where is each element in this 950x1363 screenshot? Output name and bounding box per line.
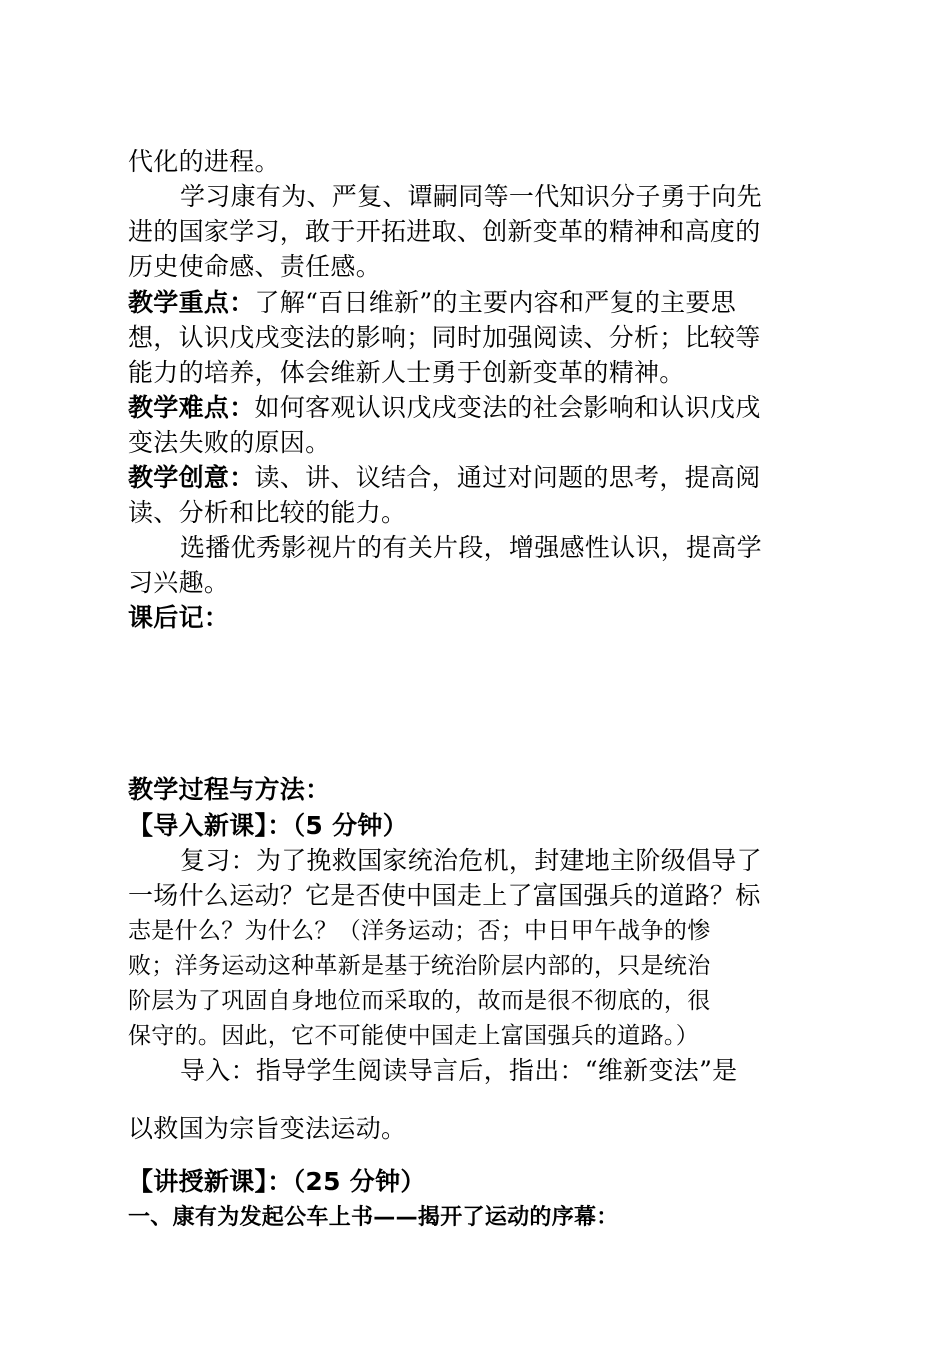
text-line: 选播优秀影视片的有关片段，增强感性认识，提高学 — [180, 533, 762, 562]
text-line: 败；洋务运动这种革新是基于统治阶层内部的，只是统治 — [128, 953, 711, 979]
section-heading-intro: 【导入新课】：（5 分钟） — [128, 811, 408, 840]
text-line: 一场什么运动？它是否使中国走上了富国强兵的道路？标 — [128, 881, 761, 910]
text-line: 代化的进程。 — [128, 147, 280, 176]
text-line: 保守的。因此，它不可能使中国走上富国强兵的道路。） — [128, 1023, 699, 1049]
difficulty-text: 如何客观认识戊戌变法的社会影响和认识戊戌 — [254, 393, 761, 422]
text-line: 习兴趣。 — [128, 568, 230, 597]
text-line: 志是什么？为什么？（洋务运动；否；中日甲午战争的惨 — [128, 918, 711, 944]
text-line: 历史使命感、责任感。 — [128, 252, 382, 281]
text-line: 能力的培养，体会维新人士勇于创新变革的精神。 — [128, 358, 685, 387]
key-point-label: 教学重点： — [128, 288, 255, 317]
text-line: 阶层为了巩固自身地位而采取的，故而是很不彻底的，很 — [128, 988, 711, 1014]
text-line: 导入：指导学生阅读导言后，指出：“维新变法”是 — [180, 1056, 738, 1085]
after-class-label: 课后记： — [128, 603, 230, 632]
difficulty-label: 教学难点： — [128, 393, 255, 422]
paragraph-goal: 学习康有为、严复、谭嗣同等一代知识分子勇于向先 — [180, 182, 762, 211]
text-line: 以救国为宗旨变法运动。 — [128, 1114, 407, 1143]
creativity-text: 读、讲、议结合，通过对问题的思考，提高阅 — [254, 463, 761, 492]
creativity-line — [128, 461, 822, 495]
difficulty-line — [128, 391, 822, 425]
text-line: 变法失败的原因。 — [128, 428, 331, 457]
text-line: 读、分析和比较的能力。 — [128, 498, 407, 527]
creativity-label: 教学创意： — [128, 463, 255, 492]
key-point-line — [128, 286, 822, 320]
section-heading-process: 教学过程与方法： — [128, 775, 331, 804]
subsection-heading: 一、康有为发起公车上书——揭开了运动的序幕： — [128, 1205, 619, 1230]
text-line: 进的国家学习，敢于开拓进取、创新变革的精神和高度的 — [128, 217, 761, 246]
text-line: 想，认识戊戌变法的影响；同时加强阅读、分析；比较等 — [128, 323, 761, 352]
key-point-text: 了解“百日维新”的主要内容和严复的主要思 — [254, 288, 737, 317]
section-heading-new-lesson: 【讲授新课】：（25 分钟） — [128, 1167, 426, 1196]
text-line: 复习：为了挽救国家统治危机，封建地主阶级倡导了 — [180, 846, 762, 875]
